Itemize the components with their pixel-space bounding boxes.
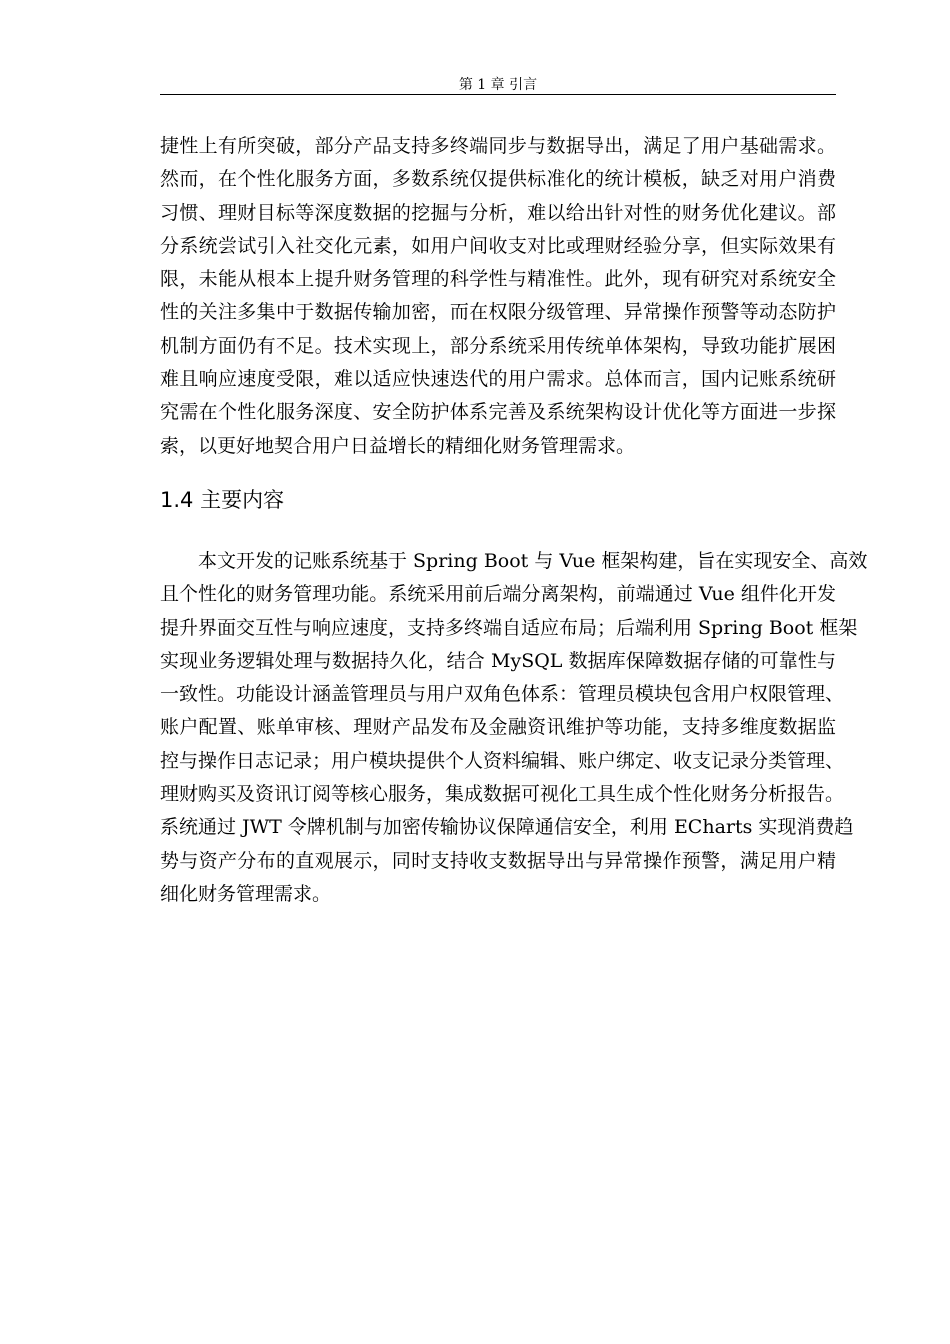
text-line: 且个性化的财务管理功能。系统采用前后端分离架构，前端通过 Vue 组件化开发	[160, 583, 836, 606]
text-line: 习惯、理财目标等深度数据的挖掘与分析，难以给出针对性的财务优化建议。部	[160, 201, 836, 224]
text-line: 一致性。功能设计涵盖管理员与用户双角色体系：管理员模块包含用户权限管理、	[160, 683, 845, 706]
text-line: 本文开发的记账系统基于 Spring Boot 与 Vue 框架构建，旨在实现安全、高效	[198, 550, 868, 572]
text-line: 究需在个性化服务深度、安全防护体系完善及系统架构设计优化等方面进一步探	[160, 401, 836, 424]
paragraph-previous-work	[160, 130, 836, 463]
text-line: 机制方面仍有不足。技术实现上，部分系统采用传统单体架构，导致功能扩展困	[160, 334, 836, 357]
running-header: 第 1 章 引言	[458, 77, 538, 93]
text-line: 实现业务逻辑处理与数据持久化，结合 MySQL 数据库保障数据存储的可靠性与	[160, 649, 836, 672]
paragraph-main-content	[160, 545, 868, 911]
text-line: 索，以更好地契合用户日益增长的精细化财务管理需求。	[160, 434, 636, 457]
text-line: 控与操作日志记录；用户模块提供个人资料编辑、账户绑定、收支记录分类管理、	[160, 749, 845, 772]
text-line: 分系统尝试引入社交化元素，如用户间收支对比或理财经验分享，但实际效果有	[160, 234, 836, 257]
section-heading: 1.4 主要内容	[160, 488, 285, 512]
header-rule	[160, 94, 836, 95]
text-line: 然而，在个性化服务方面，多数系统仅提供标准化的统计模板，缺乏对用户消费	[160, 168, 836, 191]
text-line: 账户配置、账单审核、理财产品发布及金融资讯维护等功能，支持多维度数据监	[160, 716, 836, 739]
text-line: 难且响应速度受限，难以适应快速迭代的用户需求。总体而言，国内记账系统研	[160, 368, 836, 391]
text-line: 系统通过 JWT 令牌机制与加密传输协议保障通信安全，利用 ECharts 实现消费趋	[160, 816, 854, 839]
text-line: 限，未能从根本上提升财务管理的科学性与精准性。此外，现有研究对系统安全	[160, 268, 836, 291]
text-line: 捷性上有所突破，部分产品支持多终端同步与数据导出，满足了用户基础需求。	[160, 135, 836, 157]
text-line: 理财购买及资讯订阅等核心服务，集成数据可视化工具生成个性化财务分析报告。	[160, 783, 845, 806]
text-line: 细化财务管理需求。	[160, 882, 332, 905]
text-line: 性的关注多集中于数据传输加密，而在权限分级管理、异常操作预警等动态防护	[160, 301, 836, 324]
text-line: 提升界面交互性与响应速度，支持多终端自适应布局；后端利用 Spring Boot 框架	[160, 616, 858, 639]
text-line: 势与资产分布的直观展示，同时支持收支数据导出与异常操作预警，满足用户精	[160, 849, 836, 872]
